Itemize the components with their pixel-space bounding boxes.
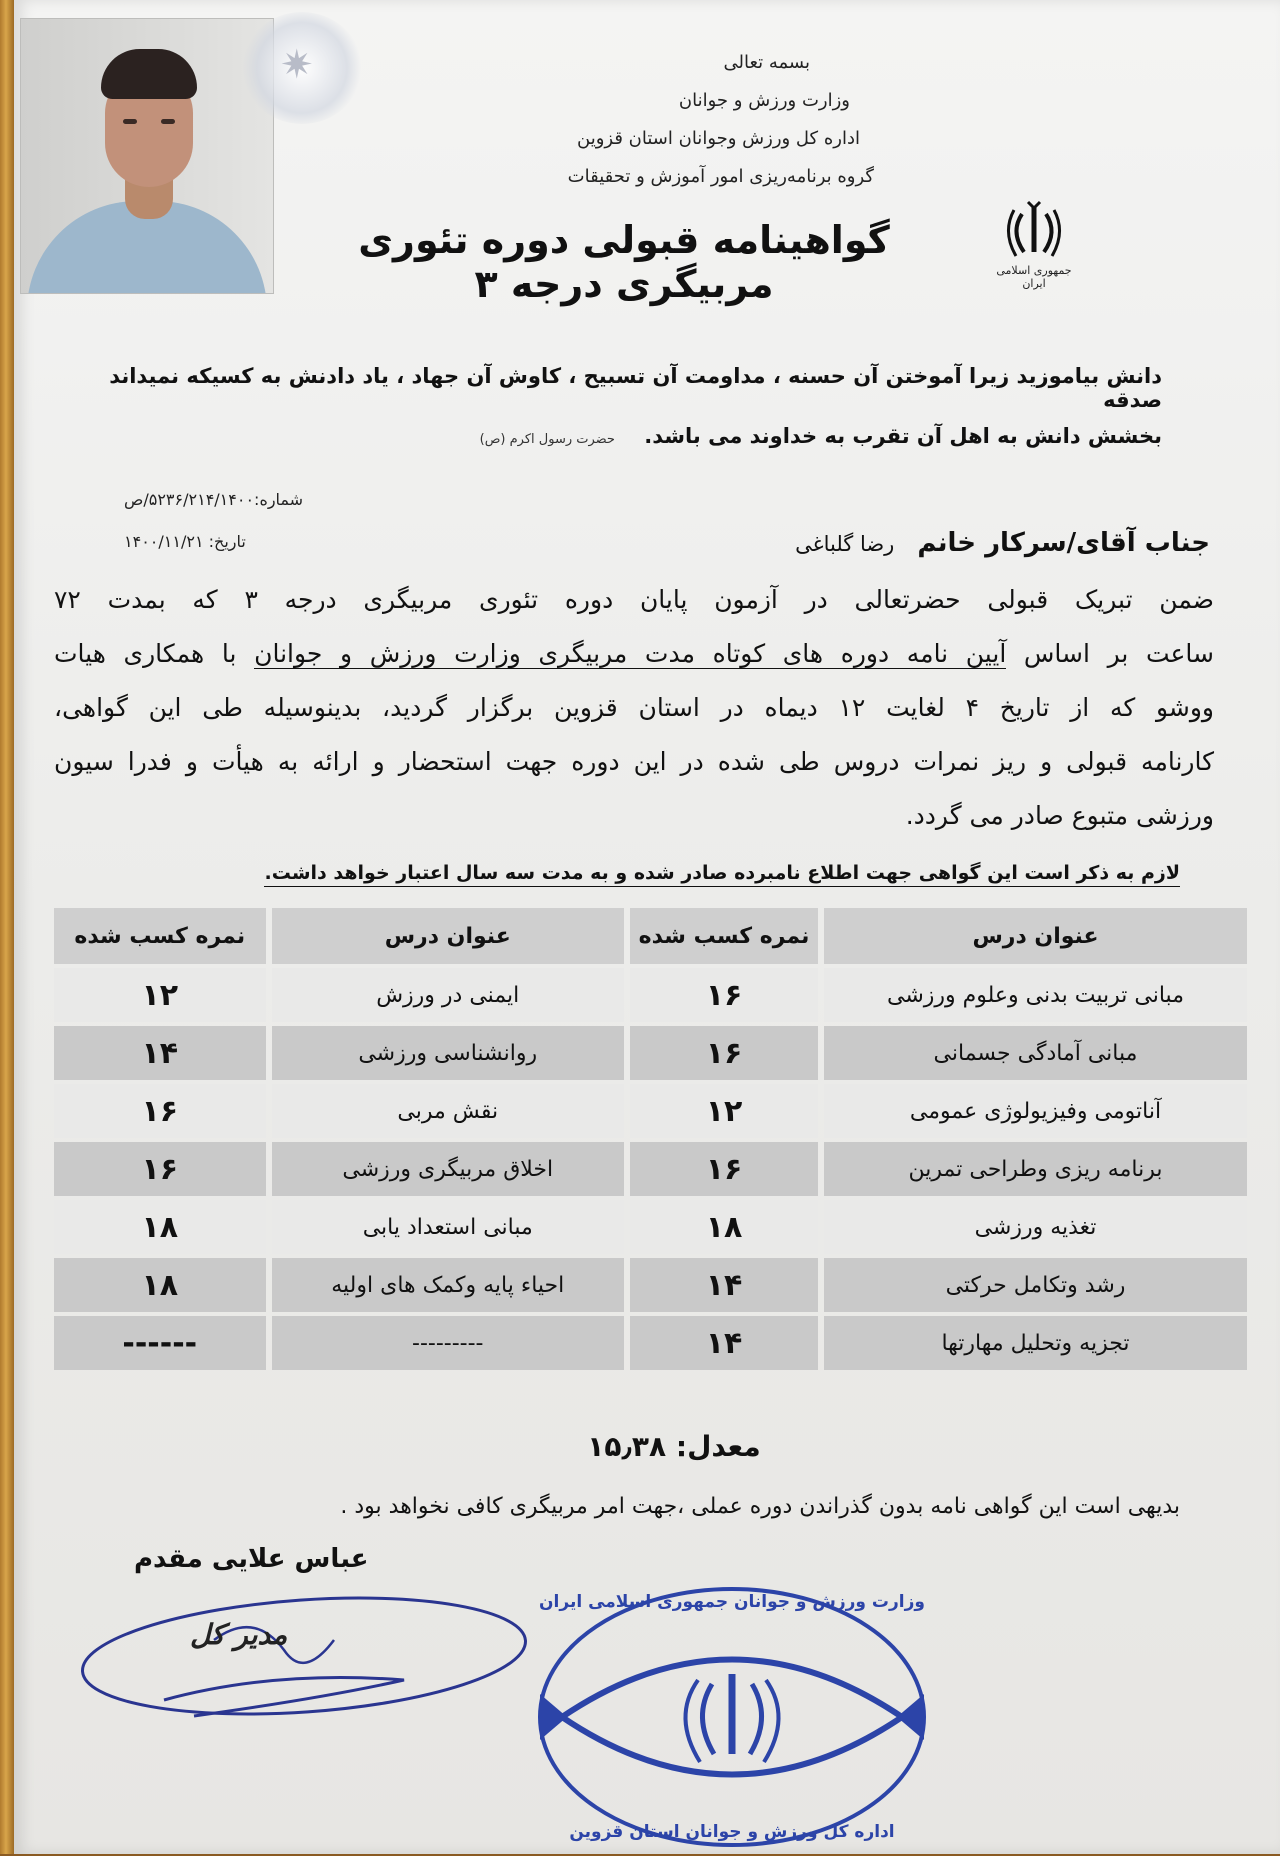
hadith-line-1: دانش بیاموزید زیرا آموختن آن حسنه ، مداومت آن تسبیح ، کاوش آن جهاد ، یاد دادنش به کسیکه نمیداند صدقه	[109, 364, 1162, 412]
col-header-grade-1: نمره کسب شده	[630, 908, 818, 964]
signer-role: مدیر کل	[190, 1618, 288, 1651]
certificate-paper	[14, 0, 1280, 1854]
average-grade	[554, 1430, 794, 1463]
grade-cell: ۱۶	[54, 1084, 266, 1138]
course-cell: مبانی تربیت بدنی وعلوم ورزشی	[824, 968, 1247, 1022]
course-cell: روانشناسی ورزشی	[272, 1026, 625, 1080]
average-value: ۱۵٫۳۸	[587, 1430, 667, 1463]
stamp-emblem-icon	[532, 1582, 932, 1852]
letter-date: تاریخ: ۱۴۰۰/۱۱/۲۱	[124, 532, 246, 551]
table-row	[54, 1142, 1247, 1196]
table-row	[54, 968, 1247, 1022]
course-cell: اخلاق مربیگری ورزشی	[272, 1142, 625, 1196]
header-line-1: بسمه تعالی	[723, 52, 810, 73]
official-stamp	[532, 1582, 932, 1856]
table-row	[54, 1026, 1247, 1080]
portrait-photo	[20, 18, 274, 294]
grade-cell: ۱۸	[630, 1200, 818, 1254]
grade-cell: ۱۶	[630, 968, 818, 1022]
iran-emblem	[996, 200, 1072, 290]
certificate-title: گواهینامه قبولی دوره تئوری مربیگری درجه ۳	[358, 218, 890, 306]
grade-cell: ۱۶	[630, 1026, 818, 1080]
header-line-3: اداره کل ورزش وجوانان استان قزوین	[577, 128, 860, 149]
body-line-2	[54, 638, 1214, 670]
course-cell: آناتومی وفیزیولوژی عمومی	[824, 1084, 1247, 1138]
grade-cell: ۱۲	[54, 968, 266, 1022]
col-header-course-2: عنوان درس	[272, 908, 625, 964]
validity-note	[130, 862, 1180, 884]
grade-cell: ۱۶	[630, 1142, 818, 1196]
iran-emblem-icon	[1004, 200, 1064, 262]
hadith-line-2	[62, 424, 1162, 448]
practical-course-note: بدیهی است این گواهی نامه بدون گذراندن دوره عملی ،جهت امر مربیگری کافی نخواهد بود .	[340, 1494, 1180, 1519]
header-line-4: گروه برنامه‌ریزی امور آموزش و تحقیقات	[567, 166, 874, 187]
salutation-prefix: جناب آقای/سرکار خانم	[917, 528, 1210, 558]
course-cell: احیاء پایه وکمک های اولیه	[272, 1258, 625, 1312]
table-row	[54, 1200, 1247, 1254]
course-cell: تغذیه ورزشی	[824, 1200, 1247, 1254]
grade-cell: ۱۴	[630, 1316, 818, 1370]
stamp-top-text: وزارت ورزش و جوانان جمهوری اسلامی ایران	[539, 1592, 925, 1612]
grade-cell: ۱۴	[630, 1258, 818, 1312]
table-header-row	[54, 908, 1247, 964]
grade-cell: ۱۶	[54, 1142, 266, 1196]
emblem-caption: جمهوری اسلامی ایران	[996, 264, 1072, 290]
course-cell: ---------	[272, 1316, 625, 1370]
signer-name: عباس علایی مقدم	[134, 1544, 369, 1574]
table-row	[54, 1258, 1247, 1312]
course-cell: مبانی استعداد یابی	[272, 1200, 625, 1254]
body-line-2-start: ساعت بر اساس	[1006, 639, 1215, 668]
course-cell: ایمنی در ورزش	[272, 968, 625, 1022]
grades-table	[48, 904, 1253, 1374]
body-line-2-end: با همکاری هیات	[54, 639, 255, 668]
course-cell: نقش مربی	[272, 1084, 625, 1138]
body-line-5: ورزشی متبوع صادر می گردد.	[905, 801, 1214, 830]
body-line-3: ووشو که از تاریخ ۴ لغایت ۱۲ دیماه در استان قزوین برگزار گردید، بدینوسیله طی این گواهی،	[54, 693, 1214, 722]
grade-cell: ۱۸	[54, 1258, 266, 1312]
regulation-title: آیین نامه دوره های کوتاه مدت مربیگری وزارت ورزش و جوانان	[254, 639, 1007, 668]
grade-cell: ------	[54, 1316, 266, 1370]
average-label: معدل:	[675, 1430, 761, 1463]
recipient-name: رضا گلباغی	[795, 532, 895, 556]
col-header-course-1: عنوان درس	[824, 908, 1247, 964]
stamp-bottom-text: اداره کل ورزش و جوانان استان قزوین	[569, 1822, 895, 1842]
course-cell: برنامه ریزی وطراحی تمرین	[824, 1142, 1247, 1196]
hadith-line-2-text: بخشش دانش به اهل آن تقرب به خداوند می باشد.	[644, 424, 1162, 448]
validity-note-text: لازم به ذکر است این گواهی جهت اطلاع نامبرده صادر شده و به مدت سه سال اعتبار خواهد داشت.	[264, 862, 1180, 887]
header-line-2: وزارت ورزش و جوانان	[678, 90, 850, 111]
course-cell: رشد وتکامل حرکتی	[824, 1258, 1247, 1312]
hologram-seal-icon: ✷	[242, 12, 362, 124]
grade-cell: ۱۴	[54, 1026, 266, 1080]
grade-cell: ۱۲	[630, 1084, 818, 1138]
salutation	[795, 528, 1210, 558]
signature-icon	[74, 1580, 534, 1734]
table-row	[54, 1084, 1247, 1138]
col-header-grade-2: نمره کسب شده	[54, 908, 266, 964]
body-line-4: کارنامه قبولی و ریز نمرات دروس طی شده در این دوره جهت استحضار و ارائه به هیأت و فدرا سیون	[54, 747, 1214, 776]
grade-cell: ۱۸	[54, 1200, 266, 1254]
table-row	[54, 1316, 1247, 1370]
hadith-reference: حضرت رسول اکرم (ص)	[479, 432, 615, 447]
letter-number: شماره:۵۲۳۶/۲۱۴/۱۴۰۰/ص	[124, 490, 304, 509]
body-line-1: ضمن تبریک قبولی حضرتعالی در آزمون پایان دوره تئوری مربیگری درجه ۳ که بمدت ۷۲	[54, 585, 1214, 614]
course-cell: تجزیه وتحلیل مهارتها	[824, 1316, 1247, 1370]
course-cell: مبانی آمادگی جسمانی	[824, 1026, 1247, 1080]
